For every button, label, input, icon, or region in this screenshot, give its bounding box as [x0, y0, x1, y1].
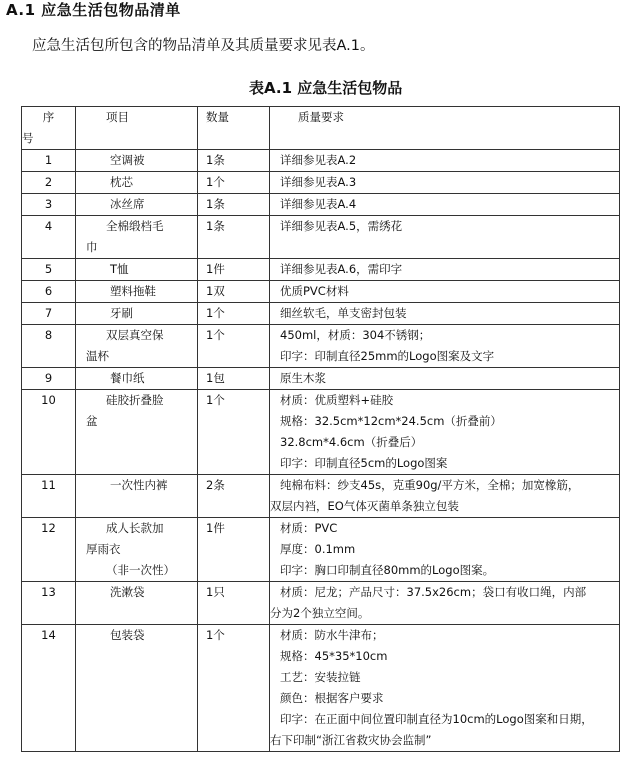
item-name-line: 冰丝席: [110, 197, 145, 211]
requirement-line: 规格：45*35*10cm: [280, 649, 388, 663]
header-no-line: 号: [22, 131, 34, 145]
quality-requirement: [270, 390, 620, 475]
requirement-line: 材质：防水牛津布；: [280, 628, 384, 642]
header-item: [76, 107, 198, 150]
quality-requirement: [270, 325, 620, 368]
table-row: [22, 518, 620, 582]
section-heading: A.1 应急生活包物品清单: [6, 1, 181, 19]
item-quantity: 1个: [198, 303, 270, 325]
requirement-line: 材质：尼龙；产品尺寸：37.5x26cm；袋口有收口绳，内部: [280, 585, 587, 599]
item-name: [76, 150, 198, 172]
row-number: 7: [22, 303, 76, 325]
requirement-line: 详细参见表A.6，需印字: [280, 262, 403, 276]
item-name: [76, 582, 198, 625]
item-quantity: 1条: [198, 194, 270, 216]
quality-requirement: [270, 172, 620, 194]
table-row: [22, 625, 620, 752]
requirement-line: 详细参见表A.4: [280, 197, 357, 211]
item-quantity: 1件: [198, 518, 270, 582]
quality-requirement: [270, 582, 620, 625]
item-quantity: 1条: [198, 216, 270, 259]
requirement-line: 纯棉布料：纱支45s，克重90g/平方米，全棉；加宽橡筋，: [280, 478, 580, 492]
row-number: 1: [22, 150, 76, 172]
item-name: [76, 518, 198, 582]
requirement-line: 印字：在正面中间位置印制直径为10cm的Logo图案和日期，: [280, 712, 593, 726]
item-name: [76, 172, 198, 194]
requirement-line: 印字：胸口印制直径80mm的Logo图案。: [280, 563, 495, 577]
table-row: [22, 325, 620, 368]
table-row: [22, 390, 620, 475]
quality-requirement: [270, 150, 620, 172]
item-name: [76, 216, 198, 259]
item-quantity: 1只: [198, 582, 270, 625]
item-quantity: 1个: [198, 325, 270, 368]
item-name: [76, 625, 198, 752]
item-name: [76, 325, 198, 368]
item-name: [76, 281, 198, 303]
requirement-line: 印字：印制直径25mm的Logo图案及文字: [280, 349, 495, 363]
items-table: [21, 106, 620, 752]
row-number: 11: [22, 475, 76, 518]
header-item-label: 项目: [106, 110, 129, 124]
item-name-line: 盆: [86, 414, 98, 428]
row-number: 12: [22, 518, 76, 582]
quality-requirement: [270, 194, 620, 216]
item-name-line: 空调被: [110, 153, 145, 167]
item-name-line: 塑料拖鞋: [110, 284, 156, 298]
header-no-line: 序: [42, 110, 55, 124]
table-row: [22, 216, 620, 259]
requirement-line: 详细参见表A.3: [280, 175, 357, 189]
table-row: [22, 475, 620, 518]
item-name: [76, 390, 198, 475]
quality-requirement: [270, 216, 620, 259]
item-quantity: 1件: [198, 259, 270, 281]
quality-requirement: [270, 281, 620, 303]
requirement-line: 优质PVC材料: [280, 284, 349, 298]
requirement-line: 分为2个独立空间。: [270, 606, 370, 620]
header-no: [22, 107, 76, 150]
item-quantity: 2条: [198, 475, 270, 518]
table-row: [22, 194, 620, 216]
row-number: 2: [22, 172, 76, 194]
quality-requirement: [270, 368, 620, 390]
table-caption: 表A.1 应急生活包物品: [249, 79, 403, 97]
header-req: [270, 107, 620, 150]
item-quantity: 1包: [198, 368, 270, 390]
row-number: 10: [22, 390, 76, 475]
row-number: 3: [22, 194, 76, 216]
table-row: [22, 368, 620, 390]
item-name-line: 全棉缎档毛: [106, 219, 164, 233]
intro-paragraph: 应急生活包所包含的物品清单及其质量要求见表A.1。: [32, 38, 375, 54]
table-row: [22, 303, 620, 325]
item-quantity: 1个: [198, 172, 270, 194]
item-name-line: 洗漱袋: [110, 585, 145, 599]
requirement-line: 双层内裆，EO气体灭菌单条独立包装: [270, 499, 459, 513]
requirement-line: 厚度：0.1mm: [280, 542, 356, 556]
quality-requirement: [270, 475, 620, 518]
item-name: [76, 259, 198, 281]
requirement-line: 细丝软毛，单支密封包装: [280, 306, 407, 320]
row-number: 9: [22, 368, 76, 390]
requirement-line: 颜色：根据客户要求: [280, 691, 384, 705]
row-number: 6: [22, 281, 76, 303]
item-name-line: 包装袋: [110, 628, 145, 642]
requirement-line: 印字：印制直径5cm的Logo图案: [280, 456, 448, 470]
item-name: [76, 194, 198, 216]
row-number: 4: [22, 216, 76, 259]
row-number: 14: [22, 625, 76, 752]
requirement-line: 材质：优质塑料+硅胶: [280, 393, 394, 407]
requirement-line: 工艺：安装拉链: [280, 670, 361, 684]
quality-requirement: [270, 518, 620, 582]
requirement-line: 材质：PVC: [280, 521, 338, 535]
requirement-line: 32.8cm*4.6cm（折叠后）: [280, 435, 423, 449]
item-name-line: 厚雨衣: [86, 542, 121, 556]
requirement-line: 详细参见表A.2: [280, 153, 357, 167]
item-name-line: 成人长款加: [106, 521, 164, 535]
table-row: [22, 281, 620, 303]
table-row: [22, 259, 620, 281]
item-name-line: （非一次性）: [106, 563, 175, 577]
row-number: 5: [22, 259, 76, 281]
header-qty-label: 数量: [206, 110, 229, 124]
header-qty: [198, 107, 270, 150]
header-req-label: 质量要求: [298, 110, 344, 124]
item-name-line: 硅胶折叠脸: [106, 393, 164, 407]
item-name: [76, 475, 198, 518]
item-name-line: 牙刷: [110, 306, 133, 320]
requirement-line: 450ml，材质：304不锈钢；: [280, 328, 431, 342]
item-quantity: 1个: [198, 390, 270, 475]
row-number: 8: [22, 325, 76, 368]
requirement-line: 详细参见表A.5，需绣花: [280, 219, 403, 233]
item-name-line: 枕芯: [110, 175, 133, 189]
table-row: [22, 582, 620, 625]
item-quantity: 1条: [198, 150, 270, 172]
item-name: [76, 303, 198, 325]
item-quantity: 1双: [198, 281, 270, 303]
item-name: [76, 368, 198, 390]
table-row: [22, 150, 620, 172]
item-name-line: 双层真空保: [106, 328, 164, 342]
requirement-line: 右下印制“浙江省救灾协会监制”: [270, 733, 432, 747]
item-quantity: 1个: [198, 625, 270, 752]
quality-requirement: [270, 259, 620, 281]
quality-requirement: [270, 625, 620, 752]
table-header-row: [22, 107, 620, 150]
item-name-line: 餐巾纸: [110, 371, 145, 385]
table-row: [22, 172, 620, 194]
item-name-line: 巾: [86, 240, 98, 254]
item-name-line: T恤: [110, 262, 129, 276]
requirement-line: 原生木浆: [280, 371, 326, 385]
item-name-line: 一次性内裤: [110, 478, 168, 492]
row-number: 13: [22, 582, 76, 625]
item-name-line: 温杯: [86, 349, 109, 363]
quality-requirement: [270, 303, 620, 325]
requirement-line: 规格：32.5cm*12cm*24.5cm（折叠前）: [280, 414, 502, 428]
